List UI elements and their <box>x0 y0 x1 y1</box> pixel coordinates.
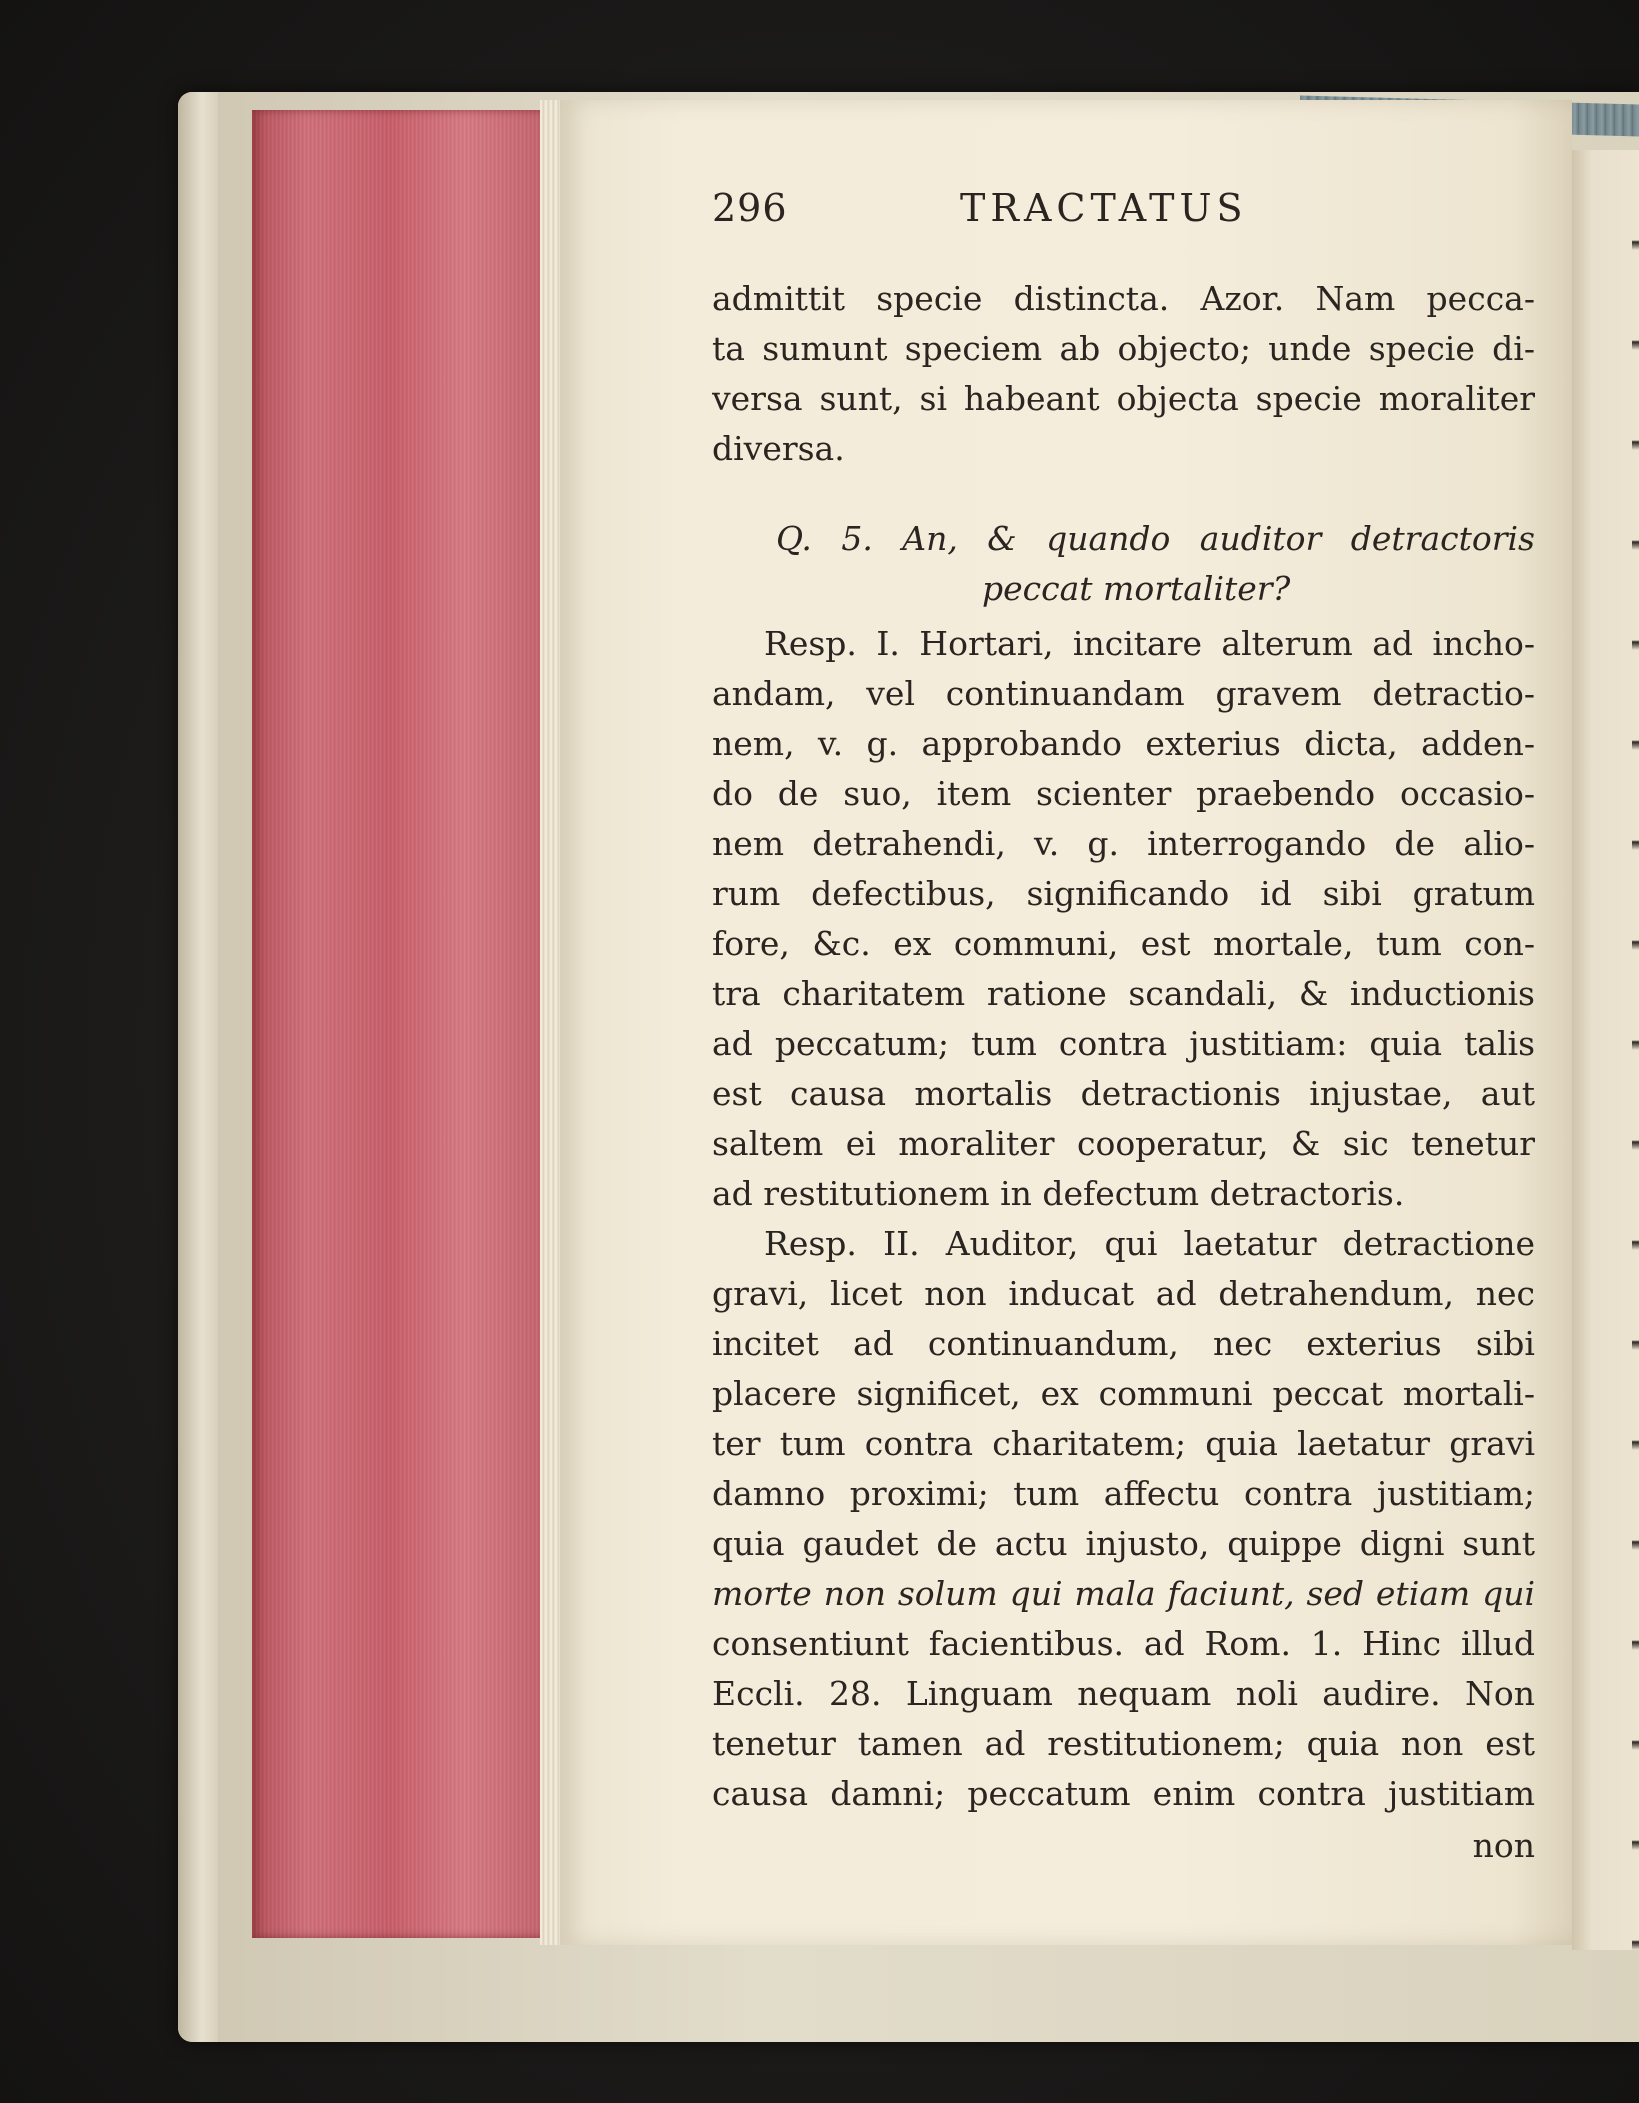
body-line: Resp. I. Hortari, incitare alterum ad incho- <box>764 624 1535 663</box>
question-heading-cont: peccat mortaliter? <box>982 569 1291 608</box>
body-line: placere significet, ex communi peccat mortali- <box>712 1374 1535 1413</box>
body-line: tra charitatem ratione scandali, & inductionis <box>712 974 1535 1013</box>
body-line: gravi, licet non inducat ad detrahendum, nec <box>712 1274 1535 1313</box>
body-line: admittit specie distincta. Azor. Nam pecca- <box>712 279 1535 318</box>
body-line: versa sunt, si habeant objecta specie moraliter <box>712 379 1535 418</box>
body-line: morte non solum qui mala faciunt, sed etiam qui <box>712 1574 1535 1613</box>
body-line: ta sumunt speciem ab objecto; unde specie di- <box>712 329 1535 368</box>
body-line: nem, v. g. approbando exterius dicta, adden- <box>712 724 1535 763</box>
body-line: causa damni; peccatum enim contra justitiam <box>712 1774 1535 1813</box>
page-number: 296 <box>712 186 788 230</box>
body-line: Resp. II. Auditor, qui laetatur detractione <box>764 1224 1535 1263</box>
body-line: quia gaudet de actu injusto, quippe digni sunt <box>712 1524 1535 1563</box>
body-line: rum defectibus, significando id sibi gratum <box>712 874 1535 913</box>
body-line: tenetur tamen ad restitutionem; quia non est <box>712 1724 1535 1763</box>
page-header <box>712 186 1312 246</box>
body-line: ad peccatum; tum contra justitiam: quia talis <box>712 1024 1535 1063</box>
running-title: TRACTATUS <box>960 186 1248 230</box>
body-line: fore, &c. ex communi, est mortale, tum con- <box>712 924 1535 963</box>
body-line: do de suo, item scienter praebendo occasio- <box>712 774 1535 813</box>
binding-edge <box>178 92 218 2042</box>
body-line: damno proximi; tum affectu contra justitiam; <box>712 1474 1535 1513</box>
body-line: incitet ad continuandum, nec exterius sibi <box>712 1324 1535 1363</box>
catchword: non <box>1472 1826 1535 1865</box>
body-line: ad restitutionem in defectum detractoris. <box>712 1174 1405 1213</box>
body-line: ter tum contra charitatem; quia laetatur gravi <box>712 1424 1535 1463</box>
body-line: consentiunt facientibus. ad Rom. 1. Hinc illud <box>712 1624 1535 1663</box>
body-line: diversa. <box>712 429 845 468</box>
facing-page-sliver <box>1572 150 1639 1950</box>
facing-page-text-marks <box>1632 150 1639 1950</box>
body-line: nem detrahendi, v. g. interrogando de alio- <box>712 824 1535 863</box>
red-page-edges <box>252 110 557 1938</box>
body-line: Eccli. 28. Linguam nequam noli audire. Non <box>712 1674 1535 1713</box>
body-line: saltem ei moraliter cooperatur, & sic tenetur <box>712 1124 1535 1163</box>
question-heading: Q. 5. An, & quando auditor detractoris <box>776 519 1535 558</box>
body-line: est causa mortalis detractionis injustae, aut <box>712 1074 1535 1113</box>
body-line: andam, vel continuandam gravem detractio- <box>712 674 1535 713</box>
